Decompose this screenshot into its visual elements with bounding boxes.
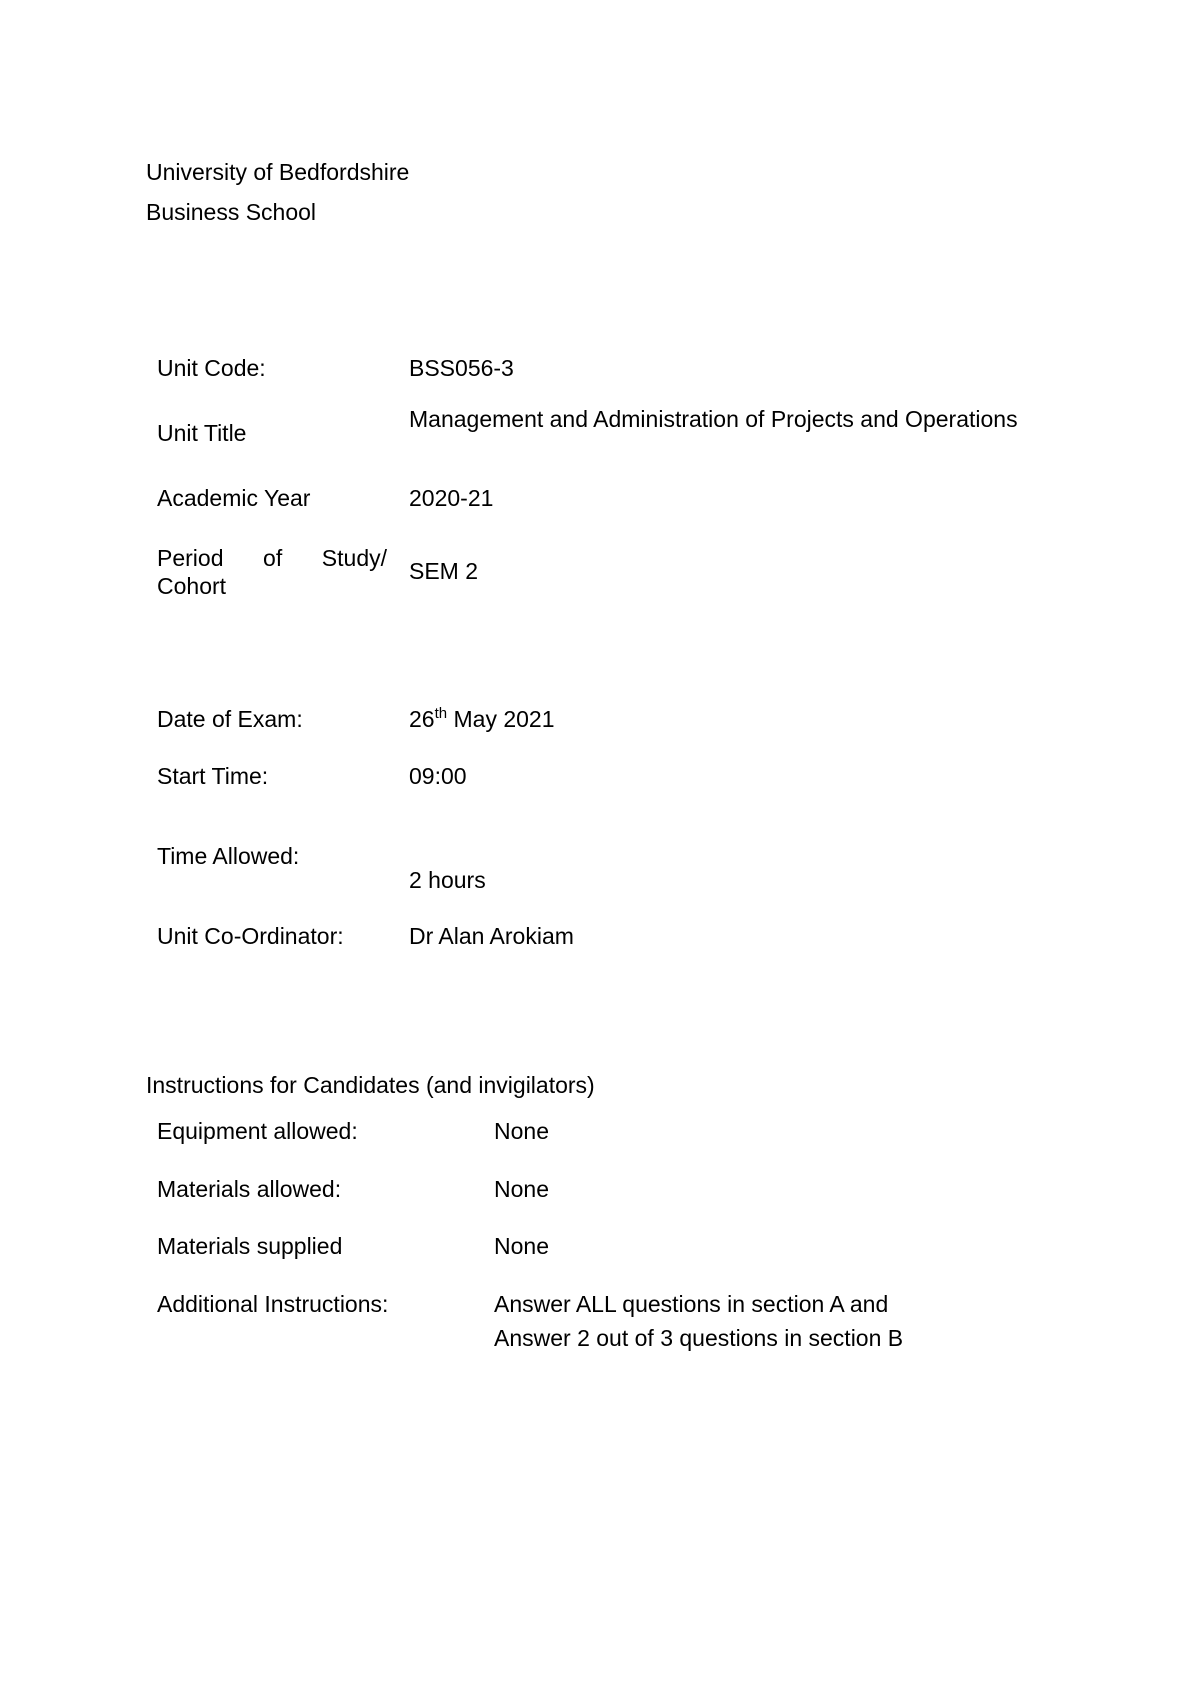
date-suffix: th [434,705,448,722]
additional-instructions-label: Additional Instructions: [157,1291,389,1317]
time-allowed-value: 2 hours [409,867,486,893]
unit-code-value: BSS056-3 [409,355,514,381]
academic-year-value: 2020-21 [409,485,494,511]
start-time-value: 09:00 [409,763,467,789]
school-name: Business School [146,199,317,225]
period-of-study-label: Period of Study/ Cohort [157,545,387,599]
equipment-allowed-label: Equipment allowed: [157,1118,358,1144]
unit-title-label: Unit Title [157,420,247,446]
materials-supplied-value: None [494,1233,549,1259]
date-of-exam-label: Date of Exam: [157,706,303,732]
materials-allowed-value: None [494,1176,549,1202]
unit-coordinator-value: Dr Alan Arokiam [409,923,574,949]
materials-supplied-label: Materials supplied [157,1233,343,1259]
time-allowed-label: Time Allowed: [157,843,300,869]
unit-coordinator-label: Unit Co-Ordinator: [157,923,344,949]
equipment-allowed-value: None [494,1118,549,1144]
unit-title-value: Management and Administration of Projects and Operations [409,406,1018,432]
instructions-heading: Instructions for Candidates (and invigilators) [146,1072,595,1098]
university-name: University of Bedfordshire [146,159,410,185]
materials-allowed-label: Materials allowed: [157,1176,342,1202]
unit-code-label: Unit Code: [157,355,266,381]
additional-instructions-line-1: Answer ALL questions in section A and [494,1291,889,1317]
date-day: 26 [409,706,435,732]
academic-year-label: Academic Year [157,485,311,511]
start-time-label: Start Time: [157,763,269,789]
date-of-exam-value [409,705,555,733]
additional-instructions-line-2: Answer 2 out of 3 questions in section B [494,1325,904,1351]
date-rest: May 2021 [447,706,555,732]
period-of-study-value: SEM 2 [409,558,479,584]
